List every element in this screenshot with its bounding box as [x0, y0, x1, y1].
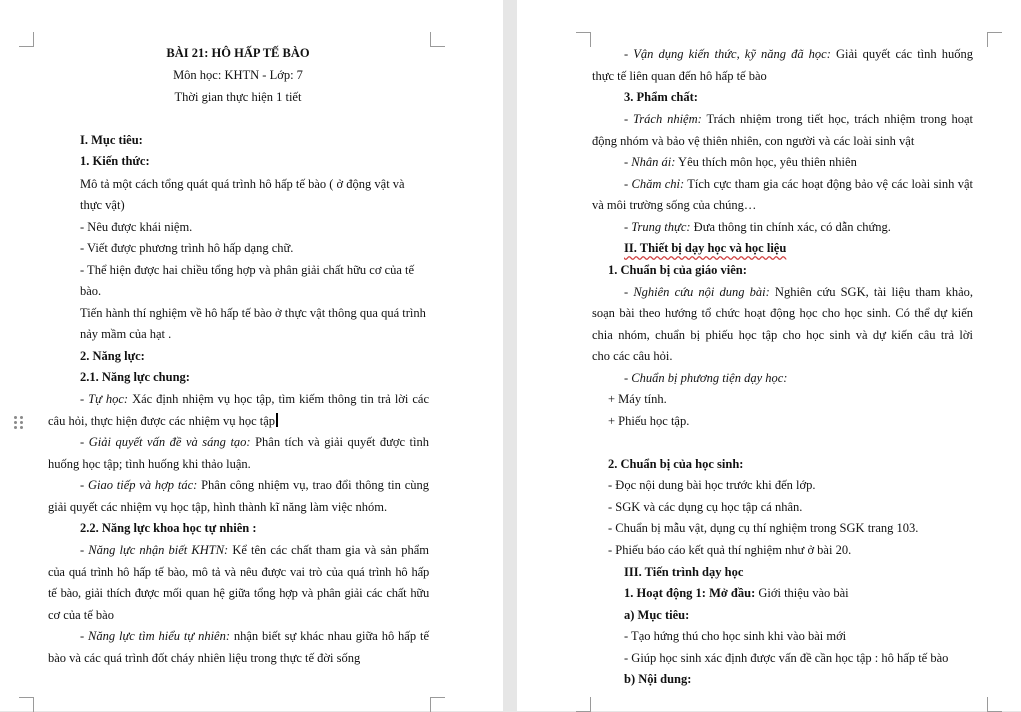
paragraph-line: - Trung thực: Đưa thông tin chính xác, có dẫn chứng. — [624, 220, 891, 234]
subsection-heading: b) Nội dung: — [624, 672, 692, 686]
list-item: - Tạo hứng thú cho học sinh khi vào bài mới — [624, 629, 847, 643]
paragraph-line: - Nhân ái: Yêu thích môn học, yêu thiên nhiên — [624, 155, 857, 169]
crop-mark — [987, 32, 1002, 47]
duration-line: Thời gian thực hiện 1 tiết — [174, 90, 302, 104]
drag-handle-icon[interactable] — [14, 416, 24, 430]
list-item: + Phiếu học tập. — [608, 414, 690, 428]
paragraph-line: giải quyết các nhiệm vụ học tập, hình thành kĩ năng làm việc nhóm. — [48, 500, 388, 514]
paragraph-line: - Năng lực nhận biết KHTN: Kể tên các chất tham gia và sản phẩm — [80, 543, 429, 557]
paragraph-line: Mô tả một cách tổng quát quá trình hô hấp tế bào ( ở động vật và — [80, 177, 405, 191]
paragraph-line: - Tự học: Xác định nhiệm vụ học tập, tìm kiếm thông tin trả lời các — [80, 392, 429, 406]
list-item: - Đọc nội dung bài học trước khi đến lớp. — [608, 478, 816, 492]
section-heading: II. Thiết bị dạy học và học liệu — [624, 241, 787, 255]
paragraph-line: cho các câu hỏi. — [592, 349, 673, 363]
document-page-left — [0, 0, 503, 711]
paragraph-line: bào và các quá trình đốt cháy nhiên liệu trong thực tế đời sống — [48, 651, 361, 665]
crop-mark — [987, 697, 1002, 712]
paragraph-line: - Viết được phương trình hô hấp dạng chữ. — [80, 241, 294, 255]
paragraph-line: tế bào, giải thích được mối quan hệ giữa tổng hợp và phân giải các chất hữu — [48, 586, 429, 600]
paragraph-line: thực tế liên quan đến hô hấp tế bào — [592, 69, 767, 83]
paragraph-line: - Giao tiếp và hợp tác: Phân công nhiệm vụ, trao đổi thông tin cùng — [80, 478, 429, 492]
paragraph-line: - Nghiên cứu nội dung bài: Nghiên cứu SGK, tài liệu tham khảo, — [624, 285, 973, 299]
subject-line: Môn học: KHTN - Lớp: 7 — [173, 68, 303, 82]
paragraph-line: soạn bài theo hướng tổ chức hoạt động học cho học sinh. Có thể dự kiến — [592, 306, 973, 320]
section-heading: III. Tiến trình dạy học — [624, 565, 744, 579]
subsection-heading: 2. Chuẩn bị của học sinh: — [608, 457, 744, 471]
paragraph-line: - Chăm chỉ: Tích cực tham gia các hoạt động bảo vệ các loài sinh vật — [624, 177, 973, 191]
list-item: - Giúp học sinh xác định được vấn đề cần học tập : hô hấp tế bào — [624, 651, 949, 665]
list-item: - Phiếu báo cáo kết quả thí nghiệm như ở bài 20. — [608, 543, 852, 557]
paragraph-line: và môi trường sống của chúng… — [592, 198, 757, 212]
paragraph-line: - Trách nhiệm: Trách nhiệm trong tiết học, trách nhiệm trong hoạt — [624, 112, 973, 126]
crop-mark — [430, 32, 445, 47]
paragraph-line: chia nhóm, chuẩn bị phiếu học tập cho học sinh và dự kiến câu trả lời — [592, 328, 973, 342]
paragraph-line: - Thể hiện được hai chiều tổng hợp và phân giải chất hữu cơ của tế — [80, 263, 415, 277]
crop-mark — [430, 697, 445, 712]
subsection-heading: 2.1. Năng lực chung: — [80, 370, 190, 384]
subsection-heading: a) Mục tiêu: — [624, 608, 690, 622]
section-heading: I. Mục tiêu: — [80, 133, 143, 147]
paragraph-line: nảy mầm của hạt . — [80, 327, 172, 341]
paragraph-line: - Nêu được khái niệm. — [80, 220, 193, 234]
paragraph-line: bào. — [80, 284, 102, 298]
paragraph-line: - Chuẩn bị phương tiện dạy học: — [624, 371, 788, 385]
crop-mark — [576, 32, 591, 47]
subsection-heading: 2. Năng lực: — [80, 349, 145, 363]
subsection-heading: 3. Phẩm chất: — [624, 90, 698, 104]
subsection-heading: 1. Chuẩn bị của giáo viên: — [608, 263, 747, 277]
paragraph-line: động nhóm và bảo vệ thiên nhiên, con người và các loài sinh vật — [592, 134, 915, 148]
paragraph-line: cơ của tế bào — [48, 608, 114, 622]
text-cursor — [276, 413, 278, 427]
paragraph-line: Tiến hành thí nghiệm về hô hấp tế bào ở thực vật thông qua quá trình — [80, 306, 426, 320]
paragraph-line: - Giải quyết vấn đề và sáng tạo: Phân tích và giải quyết được tình — [80, 435, 429, 449]
activity-heading: 1. Hoạt động 1: Mở đầu: Giới thiệu vào bài — [624, 586, 849, 600]
paragraph-line: - Vận dụng kiến thức, kỹ năng đã học: Giải quyết các tình huống — [624, 47, 973, 61]
doc-title: BÀI 21: HÔ HẤP TẾ BÀO — [166, 46, 310, 60]
subsection-heading: 2.2. Năng lực khoa học tự nhiên : — [80, 521, 257, 535]
crop-mark — [19, 32, 34, 47]
paragraph-line: thực vật) — [80, 198, 125, 212]
document-page-right — [517, 0, 1021, 711]
crop-mark — [576, 697, 591, 712]
list-item: - SGK và các dụng cụ học tập cá nhân. — [608, 500, 803, 514]
paragraph-line: câu hỏi, thực hiện được các nhiệm vụ học tập — [48, 413, 278, 429]
subsection-heading: 1. Kiến thức: — [80, 154, 150, 168]
crop-mark — [19, 697, 34, 712]
paragraph-line: huống học tập; tình huống khi thảo luận. — [48, 457, 251, 471]
list-item: + Máy tính. — [608, 392, 667, 406]
paragraph-line: - Năng lực tìm hiểu tự nhiên: nhận biết sự khác nhau giữa hô hấp tế — [80, 629, 429, 643]
list-item: - Chuẩn bị mẫu vật, dụng cụ thí nghiệm trong SGK trang 103. — [608, 521, 919, 535]
paragraph-line: của quá trình hô hấp tế bào, mô tả và nêu được vai trò của quá trình hô hấp — [48, 565, 429, 579]
